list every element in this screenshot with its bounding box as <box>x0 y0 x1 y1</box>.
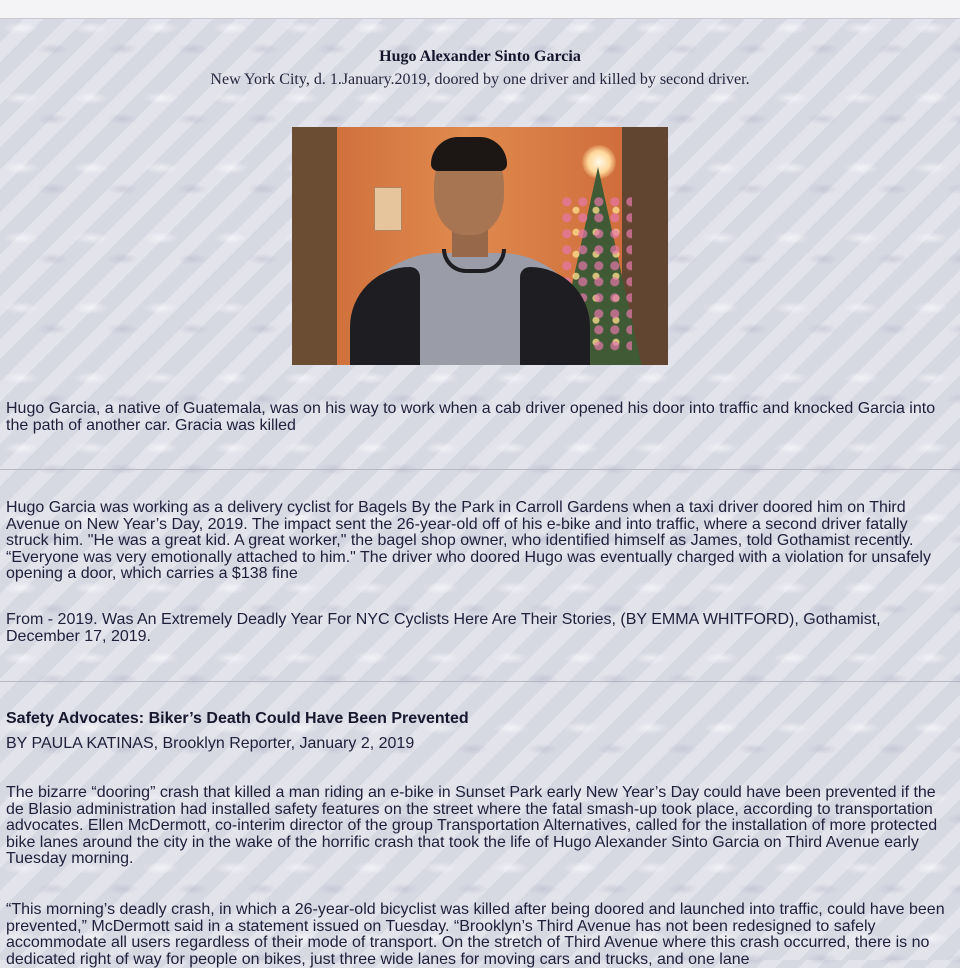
article2-headline: Safety Advocates: Biker’s Death Could Have Been Prevented <box>6 710 469 727</box>
page-subtitle: New York City, d. 1.January.2019, doored by one driver and killed by second driver. <box>210 71 750 88</box>
article2-paragraph-1: The bizarre “dooring” crash that killed a man riding an e-bike in Sunset Park early New Year’s Day could have been prevented if the de Blasio administration had installed safety features on the street where the fatal smash-up took place, according to transportation advocates. Ellen McDermott, co-interim director of the group Transportation Alternatives, called for the installation of more protected bike lanes around the city in the wake of the horrific crash that took the life of Hugo Alexander Sinto Garcia on Third Avenue early Tuesday morning. <box>6 784 938 867</box>
intro-paragraph: Hugo Garcia, a native of Guatemala, was on his way to work when a cab driver opened his door into traffic and knocked Garcia into the path of another car. Gracia was killed <box>6 400 936 434</box>
light-switch-icon <box>374 187 402 231</box>
article2-byline: BY PAULA KATINAS, Brooklyn Reporter, January 2, 2019 <box>6 735 415 752</box>
divider <box>0 681 960 682</box>
divider <box>0 469 960 470</box>
article2-paragraph-2: “This morning’s deadly crash, in which a 26-year-old bicyclist was killed after being doored and launched into traffic, could have been prevented,” McDermott said in a statement issued on Tuesday. “Brooklyn’s Third Avenue has not been redesigned to safely accommodate all users regardless of their mode of transport. On the stretch of Third Avenue where this crash occurred, there is no dedicated right of way for people on bikes, just three wide lanes for moving cars and trucks, and one lane <box>6 901 945 968</box>
browser-top-bar <box>0 0 960 19</box>
article1-source: From - 2019. Was An Extremely Deadly Year For NYC Cyclists Here Are Their Stories, (BY EMMA WHITFORD), Gothamist, December 17, 2019. <box>6 611 881 645</box>
page-title: Hugo Alexander Sinto Garcia <box>379 48 581 65</box>
article1-body: Hugo Garcia was working as a delivery cyclist for Bagels By the Park in Carroll Gardens when a taxi driver doored him on Third Avenue on New Year’s Day, 2019. The impact sent the 26-year-old off of his e-bike and into traffic, where a second driver fatally struck him. "He was a great kid. A great worker," the bagel shop owner, who identified himself as James, told Gothamist recently. “Everyone was very emotionally attached to him." The driver who doored Hugo was eventually charged with a violation for unsafely opening a door, which carries a $138 fine <box>6 499 931 582</box>
portrait-photo <box>292 127 668 365</box>
